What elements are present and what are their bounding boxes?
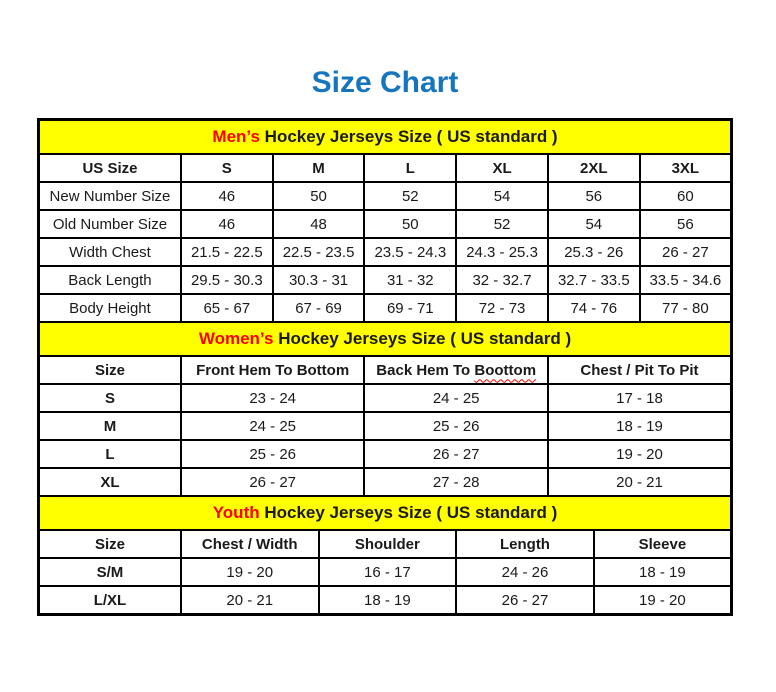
page-title: Size Chart [311, 66, 459, 99]
youth-cell: 24 - 26 [456, 558, 594, 586]
mens-cell: 46 [181, 210, 273, 238]
womens-column-header: Back Hem To Boottom [364, 356, 548, 384]
youth-section-band: Youth Hockey Jerseys Size ( US standard ) [39, 496, 732, 530]
mens-cell: 65 - 67 [181, 294, 273, 322]
misspelled-word: Boottom [474, 361, 537, 379]
womens-column-header: Front Hem To Bottom [181, 356, 365, 384]
mens-column-header: 3XL [640, 154, 732, 182]
mens-cell: 46 [181, 182, 273, 210]
mens-cell: 60 [640, 182, 732, 210]
mens-column-header: US Size [39, 154, 181, 182]
mens-band-highlight: Men’s [212, 127, 260, 146]
mens-cell: 54 [548, 210, 640, 238]
youth-column-header: Chest / Width [181, 530, 319, 558]
mens-table-row [39, 294, 732, 322]
mens-cell: 26 - 27 [640, 238, 732, 266]
youth-cell: 26 - 27 [456, 586, 594, 615]
youth-table-row [39, 558, 732, 586]
mens-table-row [39, 182, 732, 210]
womens-cell: 27 - 28 [364, 468, 548, 496]
youth-cell: 18 - 19 [594, 558, 732, 586]
mens-header-row [39, 154, 732, 182]
womens-cell: 19 - 20 [548, 440, 732, 468]
womens-cell: 20 - 21 [548, 468, 732, 496]
mens-cell: 48 [273, 210, 365, 238]
mens-section-band: Men’s Hockey Jerseys Size ( US standard ) [39, 120, 732, 155]
mens-column-header: S [181, 154, 273, 182]
mens-cell: 23.5 - 24.3 [364, 238, 456, 266]
youth-column-header: Sleeve [594, 530, 732, 558]
mens-cell: 31 - 32 [364, 266, 456, 294]
mens-cell: 56 [548, 182, 640, 210]
womens-section-band: Women’s Hockey Jerseys Size ( US standard ) [39, 322, 732, 356]
mens-table-row [39, 238, 732, 266]
mens-band-row [39, 120, 732, 155]
mens-cell: 69 - 71 [364, 294, 456, 322]
mens-cell: 54 [456, 182, 548, 210]
womens-row-label: L [39, 440, 181, 468]
mens-row-label: Width Chest [39, 238, 181, 266]
mens-cell: 32.7 - 33.5 [548, 266, 640, 294]
mens-row-label: Body Height [39, 294, 181, 322]
youth-header-row [39, 530, 732, 558]
mens-cell: 22.5 - 23.5 [273, 238, 365, 266]
youth-cell: 18 - 19 [319, 586, 457, 615]
mens-column-header: L [364, 154, 456, 182]
youth-row-label: L/XL [39, 586, 181, 615]
youth-column-header: Length [456, 530, 594, 558]
youth-column-header: Shoulder [319, 530, 457, 558]
mens-cell: 25.3 - 26 [548, 238, 640, 266]
mens-cell: 21.5 - 22.5 [181, 238, 273, 266]
mens-row-label: Back Length [39, 266, 181, 294]
womens-header-row [39, 356, 732, 384]
womens-cell: 23 - 24 [181, 384, 365, 412]
mens-cell: 52 [456, 210, 548, 238]
mens-cell: 24.3 - 25.3 [456, 238, 548, 266]
womens-cell: 18 - 19 [548, 412, 732, 440]
mens-column-header: XL [456, 154, 548, 182]
youth-cell: 19 - 20 [181, 558, 319, 586]
womens-table-row [39, 440, 732, 468]
mens-column-header: M [273, 154, 365, 182]
womens-row-label: S [39, 384, 181, 412]
youth-cell: 20 - 21 [181, 586, 319, 615]
womens-row-label: XL [39, 468, 181, 496]
mens-cell: 74 - 76 [548, 294, 640, 322]
size-chart-table [37, 118, 733, 616]
youth-band-highlight: Youth [212, 503, 260, 522]
mens-cell: 32 - 32.7 [456, 266, 548, 294]
womens-table-row [39, 412, 732, 440]
youth-band-row [39, 496, 732, 530]
mens-cell: 72 - 73 [456, 294, 548, 322]
mens-cell: 52 [364, 182, 456, 210]
womens-row-label: M [39, 412, 181, 440]
womens-table-row [39, 468, 732, 496]
mens-table-row [39, 266, 732, 294]
youth-table-row [39, 586, 732, 615]
youth-cell: 19 - 20 [594, 586, 732, 615]
womens-band-highlight: Women’s [198, 329, 274, 348]
womens-cell: 26 - 27 [364, 440, 548, 468]
youth-row-label: S/M [39, 558, 181, 586]
womens-cell: 26 - 27 [181, 468, 365, 496]
womens-cell: 25 - 26 [364, 412, 548, 440]
mens-cell: 50 [364, 210, 456, 238]
mens-row-label: Old Number Size [39, 210, 181, 238]
womens-table-row [39, 384, 732, 412]
mens-cell: 77 - 80 [640, 294, 732, 322]
mens-cell: 50 [273, 182, 365, 210]
youth-column-header: Size [39, 530, 181, 558]
mens-cell: 56 [640, 210, 732, 238]
mens-cell: 30.3 - 31 [273, 266, 365, 294]
mens-table-row [39, 210, 732, 238]
mens-cell: 33.5 - 34.6 [640, 266, 732, 294]
mens-cell: 29.5 - 30.3 [181, 266, 273, 294]
womens-cell: 24 - 25 [364, 384, 548, 412]
mens-row-label: New Number Size [39, 182, 181, 210]
youth-cell: 16 - 17 [319, 558, 457, 586]
womens-band-row [39, 322, 732, 356]
womens-column-header: Size [39, 356, 181, 384]
mens-column-header: 2XL [548, 154, 640, 182]
womens-cell: 25 - 26 [181, 440, 365, 468]
womens-column-header: Chest / Pit To Pit [548, 356, 732, 384]
womens-cell: 24 - 25 [181, 412, 365, 440]
womens-cell: 17 - 18 [548, 384, 732, 412]
mens-cell: 67 - 69 [273, 294, 365, 322]
